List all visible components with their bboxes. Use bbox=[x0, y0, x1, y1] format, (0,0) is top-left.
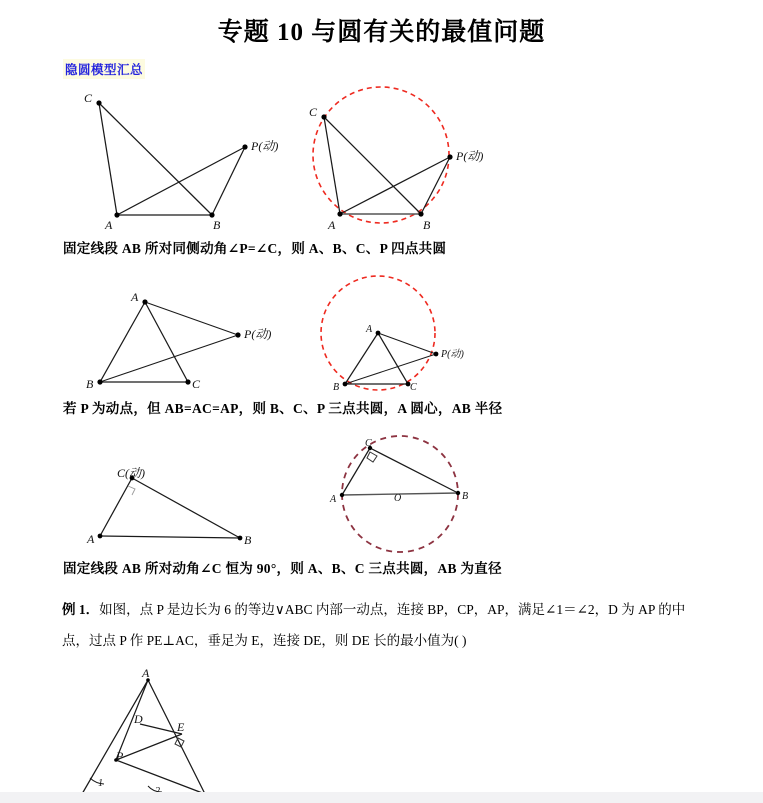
vertex-a-dot bbox=[114, 212, 119, 217]
example-1-line-1 bbox=[62, 594, 752, 625]
vertex-c-dot bbox=[96, 100, 101, 105]
figure-2-label-c: C bbox=[309, 105, 318, 119]
figure-6-label-o: O bbox=[394, 493, 402, 504]
figure-1-label-b: B bbox=[213, 218, 221, 232]
vertex-b-dot bbox=[209, 212, 214, 217]
figure-2-label-a: A bbox=[328, 218, 336, 232]
figure-6-thales-circle bbox=[326, 438, 506, 553]
figure-7-label-a: A bbox=[142, 666, 150, 680]
figure-7-label-p: P bbox=[116, 749, 124, 763]
figure-2-label-b: B bbox=[423, 218, 431, 232]
red-dashed-circumcircle bbox=[313, 87, 449, 223]
page-bottom-edge bbox=[0, 792, 763, 803]
caption-model-1: 固定线段 AB 所对同侧动角∠P=∠C，则 A、B、C、P 四点共圆 bbox=[63, 241, 447, 256]
figure-6-label-c: C bbox=[365, 438, 372, 449]
figure-4-circle-center-a bbox=[312, 274, 502, 394]
page-title: 专题 10 与圆有关的最值问题 bbox=[217, 19, 546, 46]
figure-1-triangle-abc-moving-p bbox=[60, 88, 290, 233]
figure-2-label-p: P(动) bbox=[456, 149, 484, 163]
figure-3-label-a: A bbox=[131, 290, 139, 304]
figure-6-label-b: B bbox=[462, 491, 469, 502]
figure-7-label-e: E bbox=[177, 720, 185, 734]
figure-3-label-b: B bbox=[86, 377, 94, 391]
figure-3-label-c: C bbox=[192, 377, 201, 391]
example-1-line-1-text: 如图，点 P 是边长为 6 的等边∨ABC 内部一动点，连接 BP，CP，AP，满足∠1＝∠2，D 为 AP 的中 bbox=[99, 602, 686, 617]
figure-5-label-b: B bbox=[244, 533, 252, 547]
figure-4-label-c: C bbox=[410, 382, 417, 393]
example-1-line-2: 点，过点 P 作 PE⊥AC，垂足为 E，连接 DE，则 DE 长的最小值为( ) bbox=[62, 633, 467, 648]
section-label-hidden-circle-models: 隐圆模型汇总 bbox=[63, 59, 145, 79]
figure-3-triangle-equal-radii bbox=[80, 288, 272, 398]
figure-4-label-b: B bbox=[333, 382, 340, 393]
figure-3-label-p: P(动) bbox=[244, 327, 272, 341]
figure-1-label-c: C bbox=[84, 91, 93, 105]
vertex-p-dot bbox=[242, 144, 247, 149]
figure-2-concyclic-red-circle bbox=[300, 80, 530, 235]
figure-7-label-angle-1: 1 bbox=[98, 778, 103, 789]
figure-7-example-1-diagram bbox=[60, 668, 320, 796]
caption-model-2: 若 P 为动点，但 AB=AC=AP，则 B、C、P 三点共圆，A 圆心，AB 半径 bbox=[63, 401, 503, 416]
example-1-block bbox=[62, 594, 752, 656]
figure-1-label-p: P(动) bbox=[251, 139, 279, 153]
caption-model-3: 固定线段 AB 所对动角∠C 恒为 90°，则 A、B、C 三点共圆，AB 为直径 bbox=[63, 561, 502, 576]
figure-5-right-angle-moving-c bbox=[85, 465, 265, 550]
figure-1-label-a: A bbox=[105, 218, 113, 232]
figure-7-label-d: D bbox=[134, 712, 143, 726]
figure-4-label-a: A bbox=[366, 324, 373, 335]
figure-4-label-p: P(动) bbox=[441, 349, 464, 360]
figure-5-label-a: A bbox=[87, 532, 95, 546]
figure-6-label-a: A bbox=[330, 494, 337, 505]
figure-5-label-c: C(动) bbox=[117, 466, 145, 480]
example-1-label: 例 1． bbox=[62, 602, 100, 617]
